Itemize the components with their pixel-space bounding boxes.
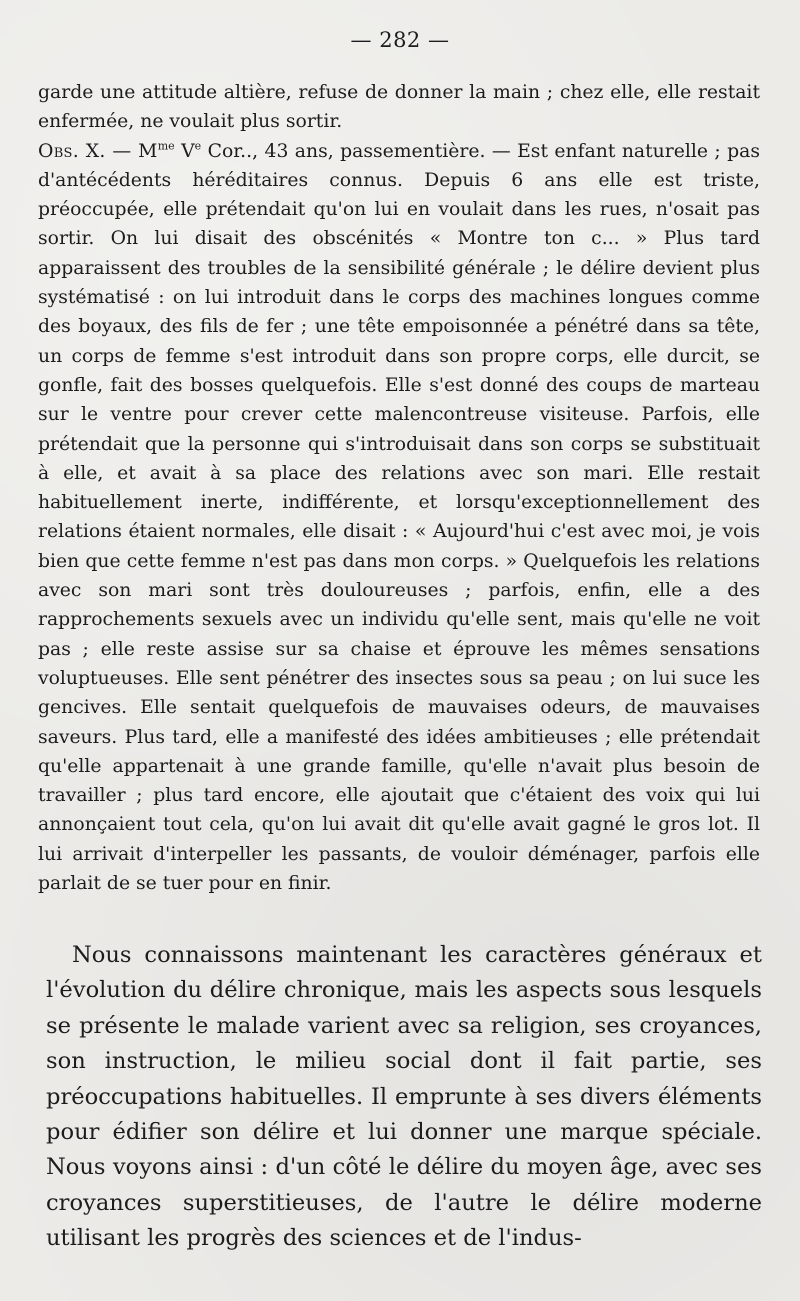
observation-text-block [38,78,760,898]
page-number: — 282 — [350,28,450,52]
observation-paragraph [38,137,760,899]
observation-heading-prefix: Obs. X. — M [38,140,158,162]
observation-heading-superscript-e: e [194,139,202,153]
observation-heading-superscript-me: me [157,139,175,153]
observation-body: Cor.., 43 ans, passementière. — Est enfant naturelle ; pas d'antécédents héréditaires connus. Depuis 6 ans elle est triste, préoccupée, elle prétendait qu'on lui en voulait dans les rues, n'osait pas sortir. On lui disait des obscénités « Montre ton c... » Plus tard apparaissent des troubles de la sensibilité générale ; le délire devient plus systématisé : on lui introduit dans le corps des machines longues comme des boyaux, des fils de fer ; une tête empoisonnée a pénétré dans sa tête, un corps de femme s'est introduit dans son propre corps, elle durcit, se gonfle, fait des bosses quelquefois. Elle s'est donné des coups de marteau sur le ventre pour crever cette malencontreuse visiteuse. Parfois, elle prétendait que la personne qui s'introduisait dans son corps se substituait à elle, et avait à sa place des relations avec son mari. Elle restait habituellement inerte, indifférente, et lorsqu'exceptionnellement des relations étaient normales, elle disait : « Aujourd'hui c'est avec moi, je vois bien que cette femme n'est pas dans mon corps. » Quelquefois les relations avec son mari sont très douloureuses ; parfois, enfin, elle a des rapprochements sexuels avec un individu qu'elle sent, mais qu'elle ne voit pas ; elle reste assise sur sa chaise et éprouve les mêmes sensations voluptueuses. Elle sent pénétrer des insectes sous sa peau ; on lui suce les gencives. Elle sentait quelquefois de mauvaises odeurs, de mauvaises saveurs. Plus tard, elle a manifesté des idées ambitieuses ; elle prétendait qu'elle appartenait à une grande famille, qu'elle n'avait plus besoin de travailler ; plus tard encore, elle ajoutait que c'étaient des voix qui lui annonçaient tout cela, qu'on lui avait dit qu'elle avait gagné le gros lot. Il lui arrivait d'interpeller les passants, de vouloir déménager, parfois elle parlait de se tuer pour en finir. [38,140,760,895]
observation-continuation: garde une attitude altière, refuse de donner la main ; chez elle, elle restait enfermée, ne voulait plus sortir. [38,82,760,133]
observation-heading-mid: V [174,140,195,162]
main-paragraph: Nous connaissons maintenant les caractères généraux et l'évolution du délire chronique, mais les aspects sous lesquels se présente le malade varient avec sa religion, ses croyances, son instruction, le milieu social dont il fait partie, ses préoccupations habituelles. Il emprunte à ses divers éléments pour édifier son délire et lui donner une marque spéciale. Nous voyons ainsi : d'un côté le délire du moyen âge, avec ses croyances superstitieuses, de l'autre le délire moderne utilisant les progrès des sciences et de l'indus- [46,942,762,1252]
main-text-block [46,938,762,1257]
